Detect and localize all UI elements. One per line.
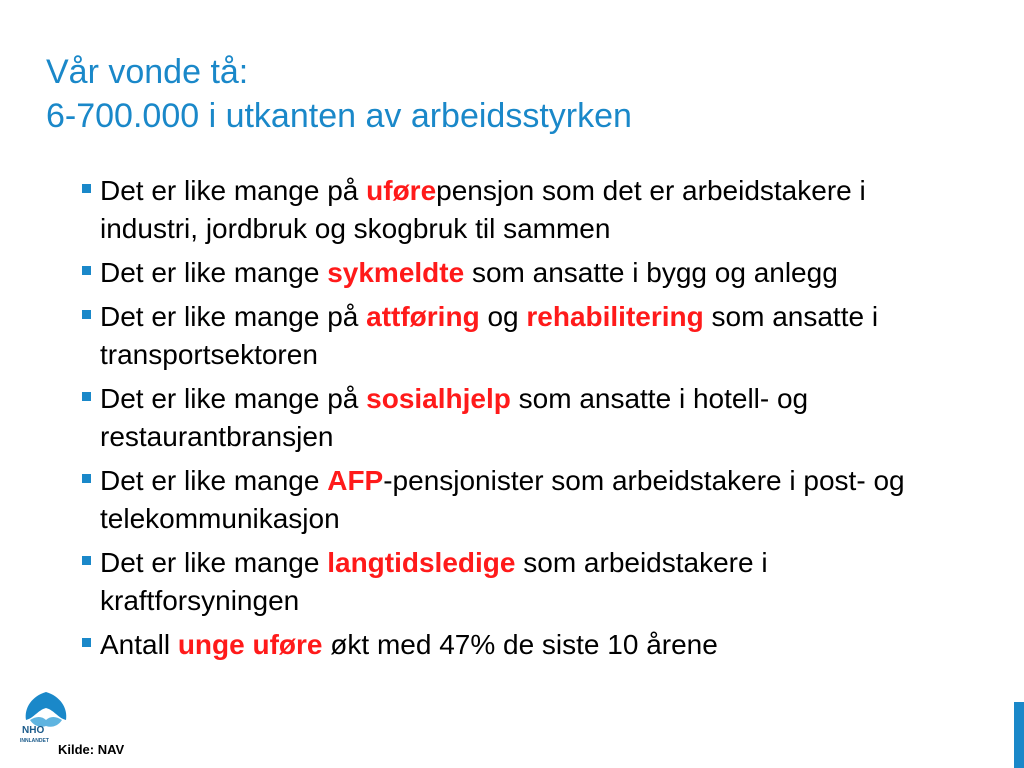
bullet-text (100, 465, 905, 534)
bullet-item (82, 380, 962, 456)
highlight-term: sykmeldte (327, 257, 465, 288)
bullet-item (82, 254, 962, 292)
logo-subtext: INNLANDET (20, 738, 49, 744)
bullet-item (82, 298, 962, 374)
source-note: Kilde: NAV (58, 742, 125, 757)
highlight-term: AFP (327, 465, 384, 496)
bullet-text (100, 301, 878, 370)
bullet-text (100, 383, 808, 452)
highlight-term: langtidsledige (327, 547, 516, 578)
slide-title (46, 50, 966, 138)
highlight-term: rehabilitering (526, 301, 704, 332)
bullet-text-part: økt med 47% de siste 10 årene (322, 629, 718, 660)
bullet-text-part: som ansatte i hotell- og restaurantbransjen (100, 383, 809, 452)
bullet-marker-icon (82, 310, 91, 319)
bullet-marker-icon (82, 556, 91, 565)
bullet-text-part: Det er like mange (100, 257, 328, 288)
highlight-term: unge uføre (177, 629, 323, 660)
bullet-text (100, 547, 768, 616)
bullet-text-part: Antall (100, 629, 178, 660)
logo-text: NHO (22, 725, 45, 736)
bullet-text-part: Det er like mange (100, 547, 328, 578)
highlight-term: attføring (366, 301, 480, 332)
bullet-text (100, 629, 718, 660)
bullet-item (82, 172, 962, 248)
bullet-text-part: -pensjonister som arbeidstakere i post- og telekommunikasjon (100, 465, 905, 534)
bullet-marker-icon (82, 638, 91, 647)
bullet-item (82, 462, 962, 538)
bullet-marker-icon (82, 474, 91, 483)
highlight-term: uføre (366, 175, 437, 206)
bullet-text-part: som arbeidstakere i kraftforsyningen (100, 547, 768, 616)
bullet-text-part: Det er like mange på (100, 301, 367, 332)
bullet-text-part: Det er like mange på (100, 175, 367, 206)
bullet-text-part: som ansatte i transportsektoren (100, 301, 879, 370)
highlight-term: sosialhjelp (366, 383, 511, 414)
title-line-2: 6-700.000 i utkanten av arbeidsstyrken (46, 97, 632, 135)
bullet-item (82, 544, 962, 620)
bullet-text-part: pensjon som det er arbeidstakere i industri, jordbruk og skogbruk til sammen (100, 175, 866, 244)
bullet-text-part: og (479, 301, 527, 332)
bullet-text-part: Det er like mange på (100, 383, 367, 414)
bullet-item (82, 626, 962, 664)
bullet-list (82, 172, 962, 670)
bullet-marker-icon (82, 392, 91, 401)
bullet-text-part: som ansatte i bygg og anlegg (464, 257, 838, 288)
accent-bar (1014, 702, 1024, 768)
bullet-marker-icon (82, 184, 91, 193)
bullet-text-part: Det er like mange (100, 465, 328, 496)
title-line-1: Vår vonde tå: (46, 53, 249, 91)
bullet-text (100, 257, 838, 288)
bullet-marker-icon (82, 266, 91, 275)
bullet-text (100, 175, 866, 244)
